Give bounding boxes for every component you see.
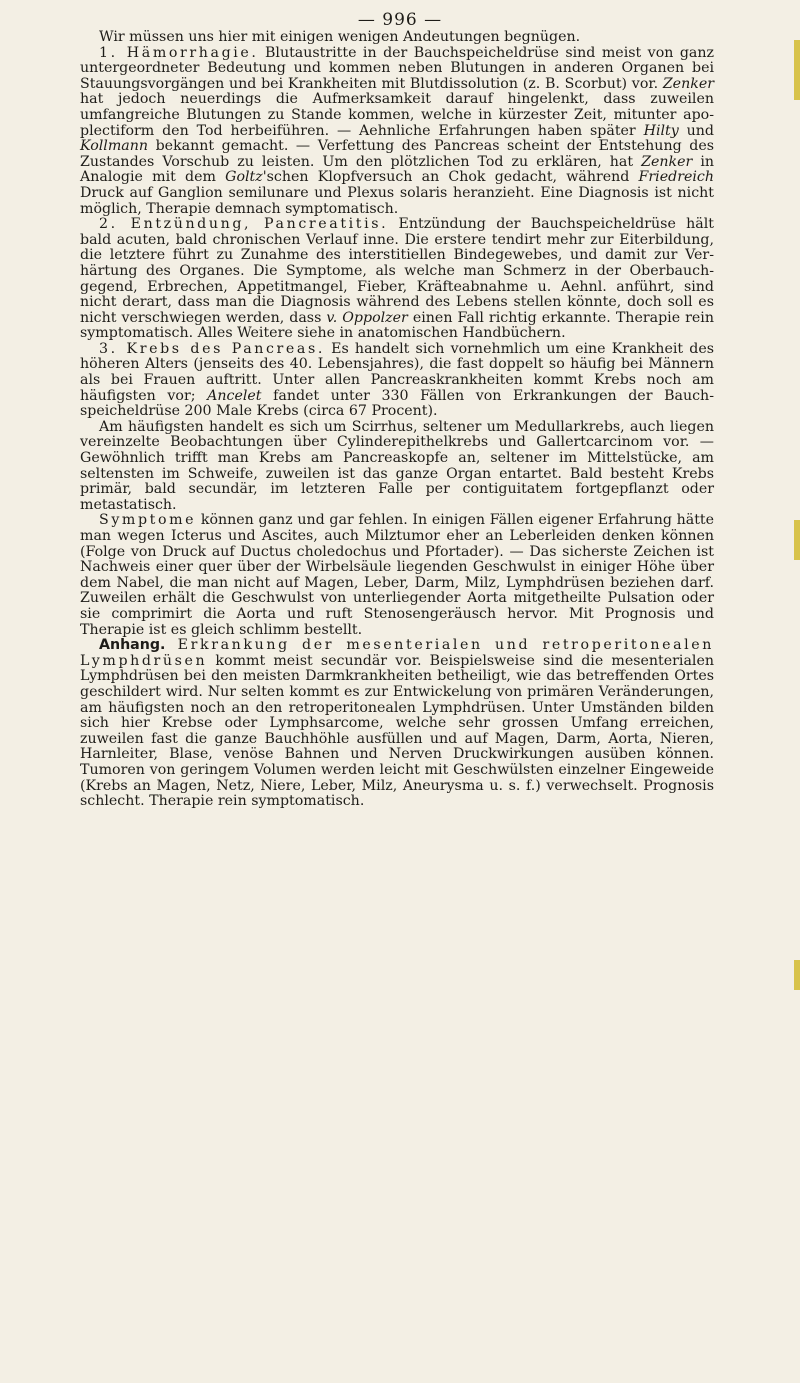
section-label: Symptome [99, 512, 197, 529]
paragraph-text: Druck auf Ganglion semilunare und Plexus solaris heranzieht. Eine Diagnosis ist nicht möglich, Therapie demnach symptomatisch. [80, 184, 714, 217]
section-label: 2. Entzündung, Pancreatitis. [99, 216, 389, 233]
anhang-label: Anhang. [99, 637, 166, 654]
author-reference: Goltz [225, 169, 263, 186]
author-reference: Hilty [643, 122, 679, 139]
paragraph-text: fandet unter 330 Fällen von Erkrankungen der Bauch- speicheldrüse 200 Male Krebs (circa 67 Procent). [80, 387, 714, 420]
body-text [80, 30, 714, 810]
page-edge-mark [794, 960, 800, 990]
paragraph-text: 'schen Klopfversuch an Chok gedacht, während [262, 169, 639, 186]
page-number: — 996 — [357, 10, 443, 30]
author-reference: Zenker [641, 153, 693, 170]
paragraph-text: kommt meist secundär vor. Beispielsweise sind die mesenterialen Lymphdrüsen bei den meisten Darmkrankheiten betheiligt, wie das betreffenden Ortes geschildert wird. Nur selten kommt es zur Entwickelung von primären Veränderungen, am häufigsten noch an den retroperitonealen Lymphdrüsen. Unter Umständen bilden sich hier Krebse oder Lymphsarcome, welche sehr grossen Umfang erreichen, zuweilen fast die ganze Bauchhöhle ausfüllen und auf Magen, Darm, Aorta, Nieren, Harnleiter, Blase, venöse Bahnen und Nerven Druckwirkungen ausüben können. Tumoren von geringem Volumen werden leicht mit Geschwülsten einzelner Eingeweide (Krebs an Magen, Netz, Niere, Leber, Milz, Aneurysma u. s. f.) verwechselt. Prognosis schlecht. Therapie rein symptomatisch. [80, 652, 714, 810]
paragraph-text: hat jedoch neuerdings die Aufmerksamkeit darauf hingelenkt, dass zuweilen umfangreiche Blutungen zu Stande kommen, welche in kürzester Zeit, mitunter apo- plectiform den Tod herbeiführen. — Aehnliche Erfahrungen haben später [80, 91, 714, 139]
paragraph-text: Es handelt sich vornehmlich um eine Krankheit des höheren Alters (jenseits des 40. Lebensjahres), die fast doppelt so häufig bei Männern als bei Frauen auftritt. Unter allen Pancreaskrankheiten kommt Krebs noch am häufigsten vor; [80, 340, 714, 404]
paragraph-haemorrhagie [80, 46, 714, 218]
paragraph-text: Entzündung der Bauchspeicheldrüse hält bald acuten, bald chronischen Verlauf inne. Die erstere tendirt mehr zur Eiterbildung, die letztere führt zu Zunahme des interstitiellen Bindegewebes, und damit zur Ver- härtung des Organes. Die Symptome, als welche man Schmerz in der Oberbauch- gegend, Erbrechen, Appetitmangel, Fieber, Kräfteabnahme u. Aehnl. anführt, sind nicht derart, dass man die Diagnosis während des Lebens stellen könnte, doch soll es nicht verschwiegen werden, dass [80, 216, 714, 326]
paragraph-scirrhus: Am häufigsten handelt es sich um Scirrhus, seltener um Medullarkrebs, auch liegen vereinzelte Beobachtungen über Cylinderepithelkrebs und Gallertcarcinom vor. — Gewöhnlich trifft man Krebs am Pancreaskopfe an, seltener im Mittelstücke, am seltensten im Schweife, zuweilen ist das ganze Organ entartet. Bald besteht Krebs primär, bald secundär, im letzteren Falle per contiguitatem fortgepflanzt oder metastatisch. [80, 418, 714, 513]
paragraph-anhang [80, 638, 714, 810]
section-label: 1. Hämorrhagie. [99, 44, 259, 61]
paragraph-text: einen Fall richtig erkannte. Therapie rein symptomatisch. Alles Weitere siehe in anatomischen Handbüchern. [80, 309, 714, 342]
section-label: 3. Krebs des Pancreas. [99, 340, 325, 357]
page-edge-mark [794, 40, 800, 100]
paragraph-pancreatitis [80, 217, 714, 342]
paragraph-text: können ganz und gar fehlen. In einigen Fällen eigener Erfahrung hätte man wegen Icterus und Ascites, auch Milztumor eher an Leberleiden denken können (Folge von Druck auf Ductus choledochus und Pfortader). — Das sicherste Zeichen ist Nachweis einer quer über der Wirbelsäule liegenden Geschwulst in einiger Höhe über dem Nabel, die man nicht auf Magen, Leber, Darm, Milz, Lymphdrüsen beziehen darf. Zuweilen erhält die Geschwulst von unterliegender Aorta mitgetheilte Pulsation oder sie comprimirt die Aorta und ruft Stenosengeräusch hervor. Mit Prognosis und Therapie ist es gleich schlimm bestellt. [80, 512, 714, 638]
paragraph-text: bekannt gemacht. — Verfettung des Pancreas scheint der Entstehung des Zustandes Vorschub zu leisten. Um den plötzlichen Tod zu erklären, hat [80, 138, 714, 170]
paragraph-text: in Analogie mit dem [80, 153, 714, 186]
page-edge-mark [794, 520, 800, 560]
author-reference: Friedreich [638, 169, 714, 186]
paragraph-symptome [80, 513, 714, 638]
author-reference: Kollmann [80, 138, 149, 155]
intro-paragraph: Wir müssen uns hier mit einigen wenigen Andeutungen begnügen. [99, 29, 581, 45]
paragraph-text: Blutaustritte in der Bauchspeicheldrüse sind meist von ganz untergeordneter Bedeutung und kommen neben Blutungen in anderen Organen bei Stauungsvorgängen und bei Krankheiten mit Blutdissolution (z. B. Scorbut) vor. [80, 44, 714, 92]
paragraph-krebs [80, 342, 714, 420]
author-reference: Ancelet [207, 387, 262, 404]
author-reference: Zenker [662, 75, 714, 92]
section-label: Erkrankung der mesenterialen und retroperitonealen Lymphdrüsen [80, 637, 714, 669]
paragraph-text: und [678, 122, 714, 139]
author-reference: v. Oppolzer [326, 309, 408, 326]
